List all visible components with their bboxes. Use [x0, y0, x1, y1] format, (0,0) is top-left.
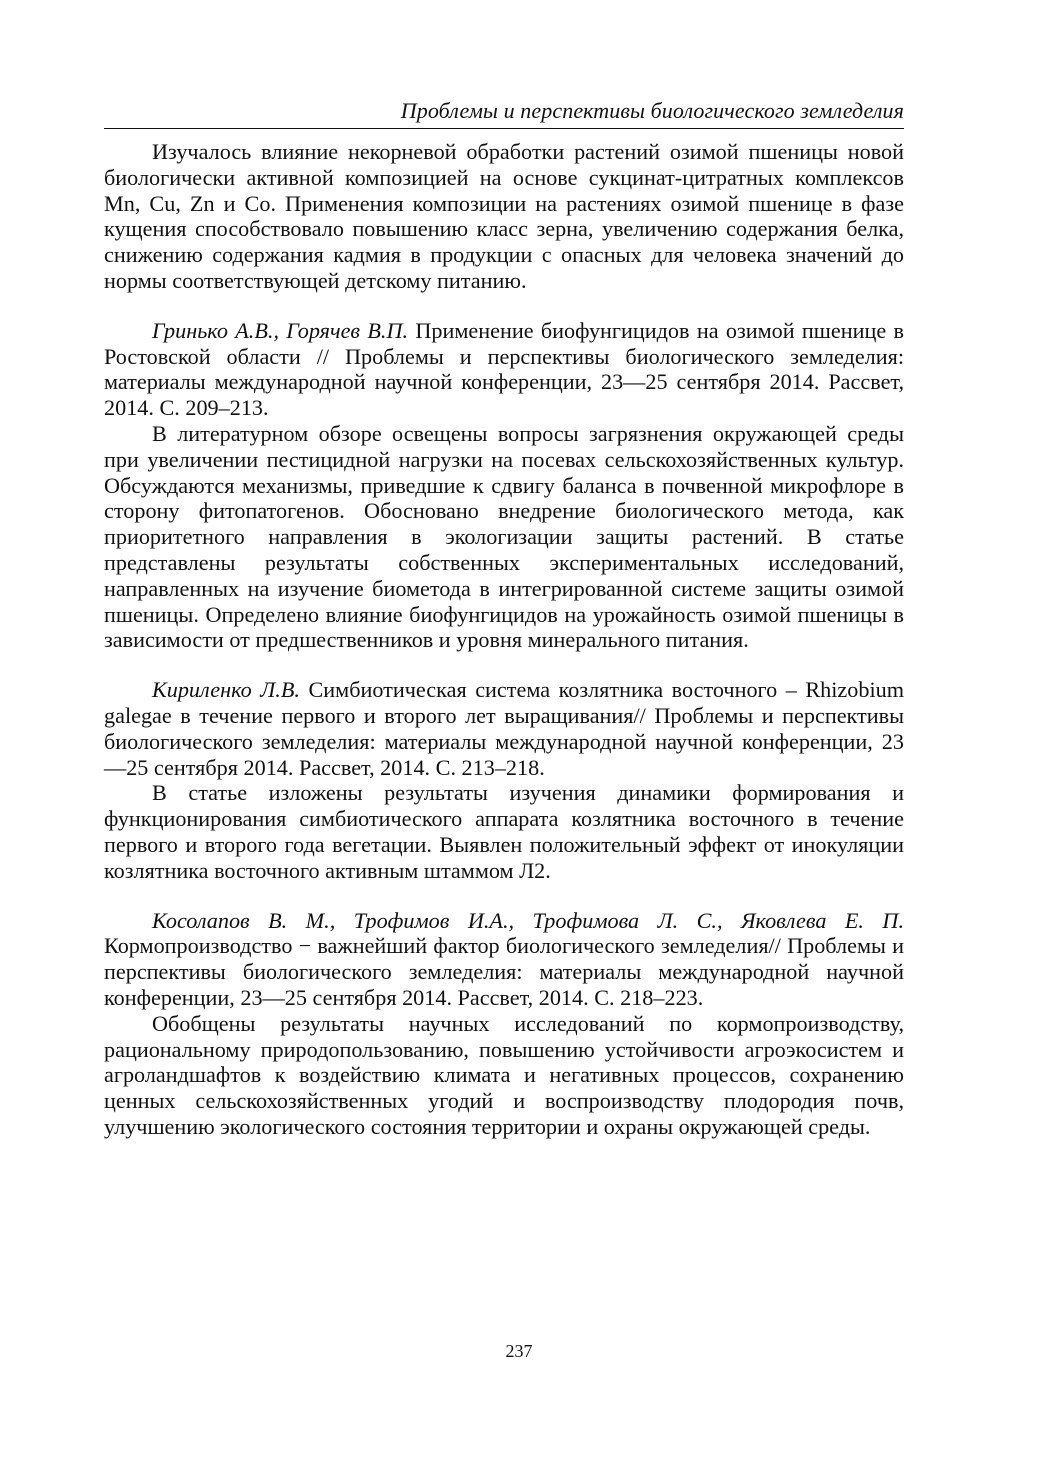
abstract-entry-1: В литературном обзоре освещены вопросы загрязнения окружающей среды при увеличении пестицидной нагрузки на посевах сельскохозяйственных культур. Обсуждаются механизмы, приведшие к сдвигу баланса в почвенной микрофлоре в сторону фитопатогенов. Обосновано внедрение биологического метода, как приоритетного направления в экологизации защиты растений. В статье представлены результаты собственных экспериментальных исследований, направленных на изучение биометода в интегрированной системе защиты озимой пшеницы. Определено влияние биофунгицидов на урожайность озимой пшеницы в зависимости от предшественников и уровня минерального питания. [104, 420, 904, 653]
running-header: Проблемы и перспективы биологического земледелия [104, 96, 904, 129]
page-number: 237 [505, 1341, 533, 1361]
citation-entry-1 [104, 318, 904, 421]
citation-text: Применение биофунгицидов на озимой пшенице в Ростовской области // Проблемы и перспективы биологического земледелия: материалы международной научной конференции, 23—25 сентября 2014. Рассвет, 2014. С. 209–213. [104, 317, 904, 421]
citation-entry-2 [104, 677, 904, 780]
section-gap [104, 653, 904, 677]
citation-entry-3 [104, 908, 904, 1011]
citation-authors: Косолапов В. М., Трофимов И.А., Трофимова Л. С., Яковлева Е. П. [152, 907, 904, 933]
abstract-entry-3: Обобщены результаты научных исследований по кормопроизводству, рациональному природопользованию, повышению устойчивости агроэкосистем и агроландшафтов к воздействию климата и негативных процессов, сохранению ценных сельскохозяйственных угодий и воспроизводству плодородия почв, улучшению экологического состояния территории и охраны окружающей среды. [104, 1010, 904, 1139]
section-gap [104, 294, 904, 318]
page-body [104, 96, 904, 1140]
citation-text: Симбиотическая система козлятника восточного – Rhizobium galegae в течение первого и второго лет выращивания// Проблемы и перспективы биологического земледелия: материалы международной научной конференции, 23—25 сентября 2014. Рассвет, 2014. С. 213–218. [104, 677, 904, 780]
abstract-entry-2: В статье изложены результаты изучения динамики формирования и функционирования симбиотического аппарата козлятника восточного в течение первого и второго года вегетации. Выявлен положительный эффект от инокуляции козлятника восточного активным штаммом Л2. [104, 780, 904, 883]
citation-text: Кормопроизводство − важнейший фактор биологического земледелия// Проблемы и перспективы биологического земледелия: материалы международной научной конференции, 23—25 сентября 2014. Рассвет, 2014. С. 218–223. [104, 933, 904, 1010]
section-gap [104, 884, 904, 908]
intro-abstract: Изучалось влияние некорневой обработки растений озимой пшеницы новой биологически активной композицией на основе сукцинат-цитратных комплексов Mn, Cu, Zn и Co. Применения композиции на растениях озимой пшенице в фазе кущения способствовало повышению класс зерна, увеличению содержания белка, снижению содержания кадмия в продукции с опасных для человека значений до нормы соответствующей детскому питанию. [104, 139, 904, 293]
citation-authors: Гринько А.В., Горячев В.П. [152, 317, 409, 343]
citation-authors: Кириленко Л.В. [152, 677, 300, 703]
